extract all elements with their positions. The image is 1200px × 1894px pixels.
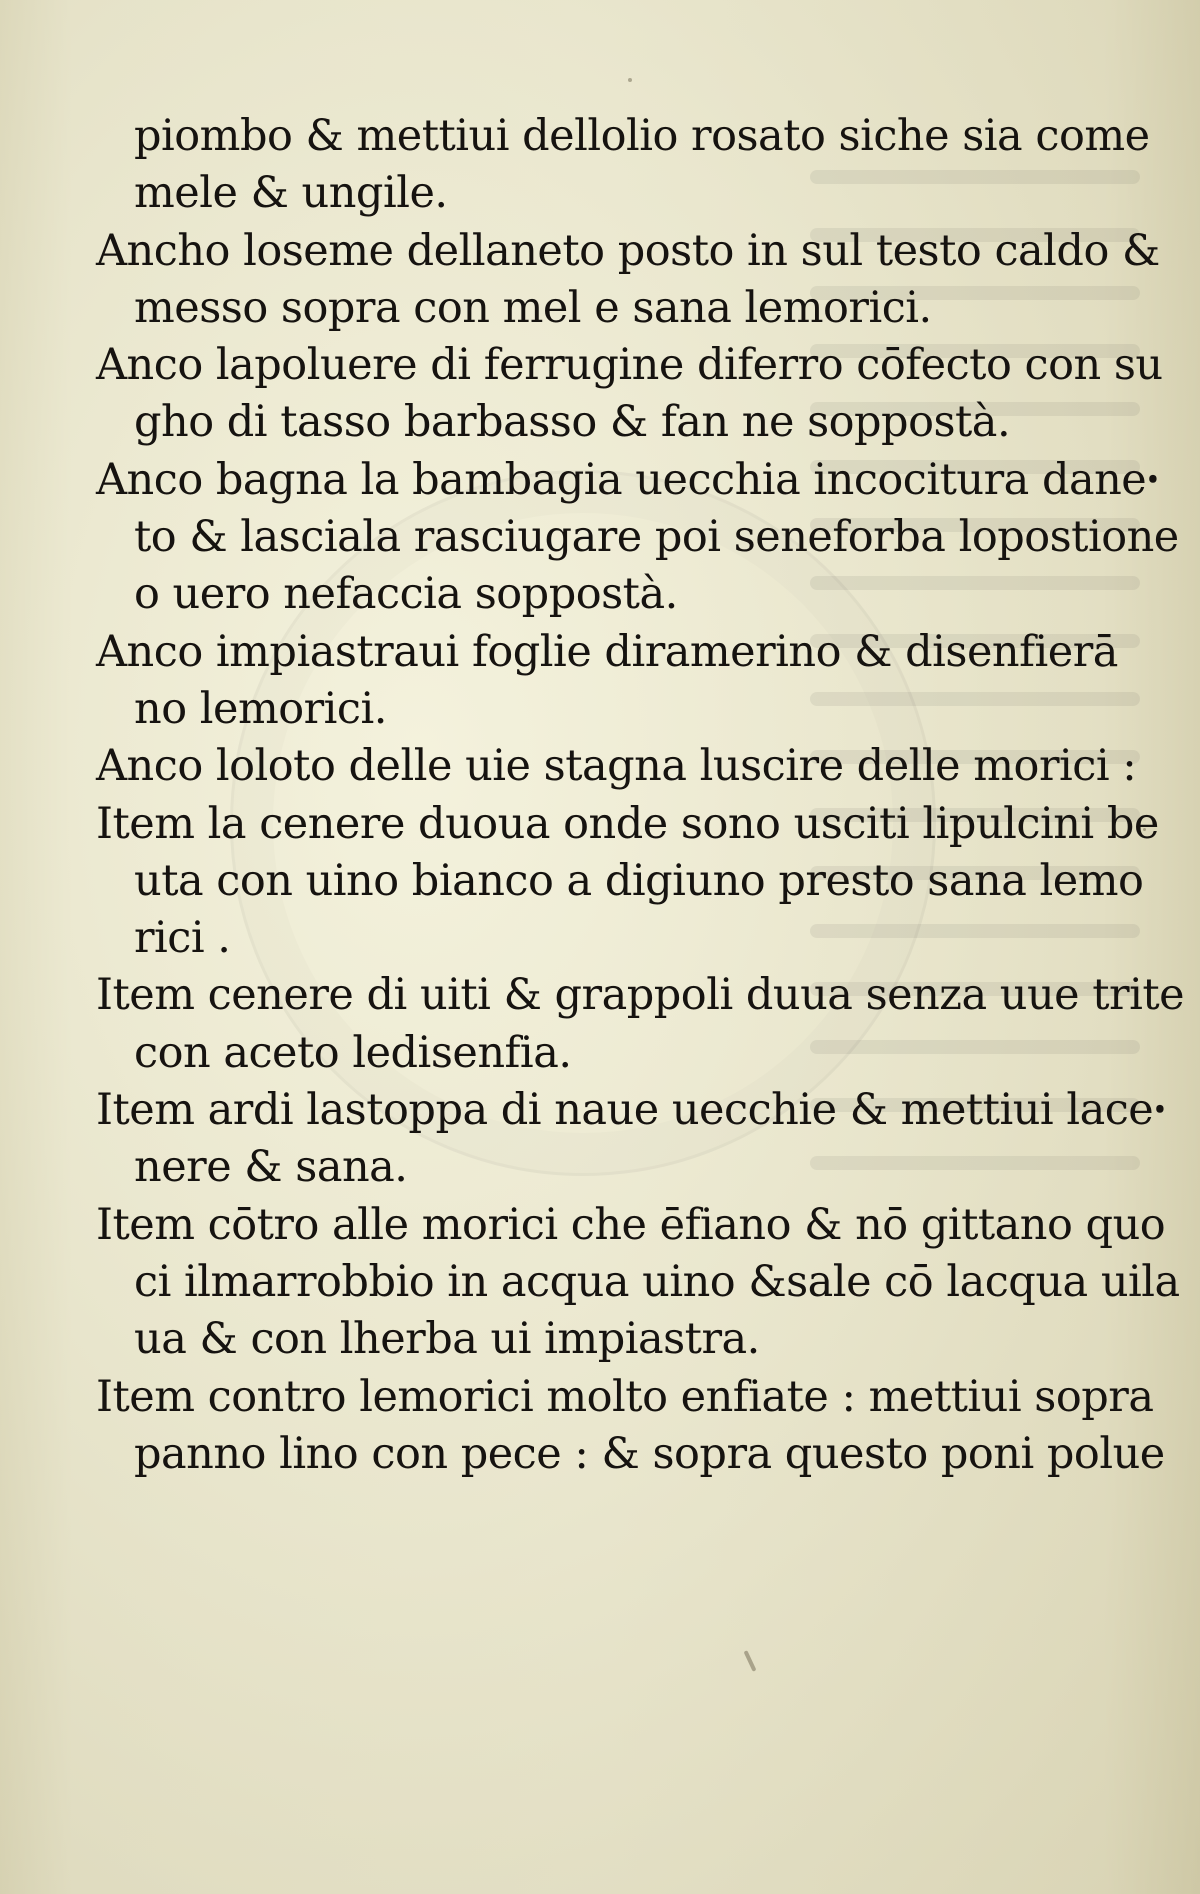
text-line: Anco impiastraui foglie diramerino & disenfierā [96, 626, 1118, 677]
text-line: Item ardi lastoppa di naue uecchie & mettiui laceꞏ [96, 1085, 1167, 1136]
text-line: messo sopra con mel e sana lemorici. [134, 282, 932, 333]
text-line: panno lino con pece : & sopra questo poni polue [134, 1428, 1165, 1479]
ink-speck [1143, 828, 1146, 831]
text-line: nere & sana. [134, 1142, 408, 1193]
text-line: ci ilmarrobbio in acqua uino &sale cō lacqua uila [134, 1256, 1180, 1307]
text-line: o uero nefaccia soppostà. [134, 569, 678, 620]
text-line: Anco bagna la bambagia uecchia incocitura daneꞏ [96, 454, 1160, 505]
text-line: piombo & mettiui dellolio rosato siche sia come [134, 111, 1150, 161]
text-line: no lemorici. [134, 683, 387, 734]
text-line: mele & ungile. [134, 168, 448, 219]
text-line: Item la cenere duoua onde sono usciti lipulcini be [96, 798, 1159, 849]
ink-speck [628, 78, 632, 82]
text-line: rici . [134, 913, 231, 964]
text-line: uta con uino bianco a digiuno presto sana lemo [134, 855, 1144, 906]
text-line: gho di tasso barbasso & fan ne soppostà. [134, 397, 1011, 448]
text-line: to & lasciala rasciugare poi seneforba lopostione [134, 512, 1179, 563]
text-line: Item cōtro alle morici che ēfiano & nō gittano quo [96, 1199, 1166, 1250]
text-line: Item cenere di uiti & grappoli duua senza uue trite [96, 970, 1185, 1021]
printed-text-block [96, 108, 1185, 1483]
text-line: Anco loloto delle uie stagna luscire delle morici : [96, 741, 1137, 792]
text-line: Ancho loseme dellaneto posto in sul testo caldo & [96, 225, 1160, 276]
text-line: Anco lapoluere di ferrugine diferro cōfecto con su [96, 340, 1163, 391]
text-line: con aceto ledisenfia. [134, 1027, 572, 1078]
text-line: Item contro lemorici molto enfiate : mettiui sopra [96, 1371, 1154, 1422]
ink-speck [744, 1650, 757, 1672]
text-line: ua & con lherba ui impiastra. [134, 1314, 760, 1365]
